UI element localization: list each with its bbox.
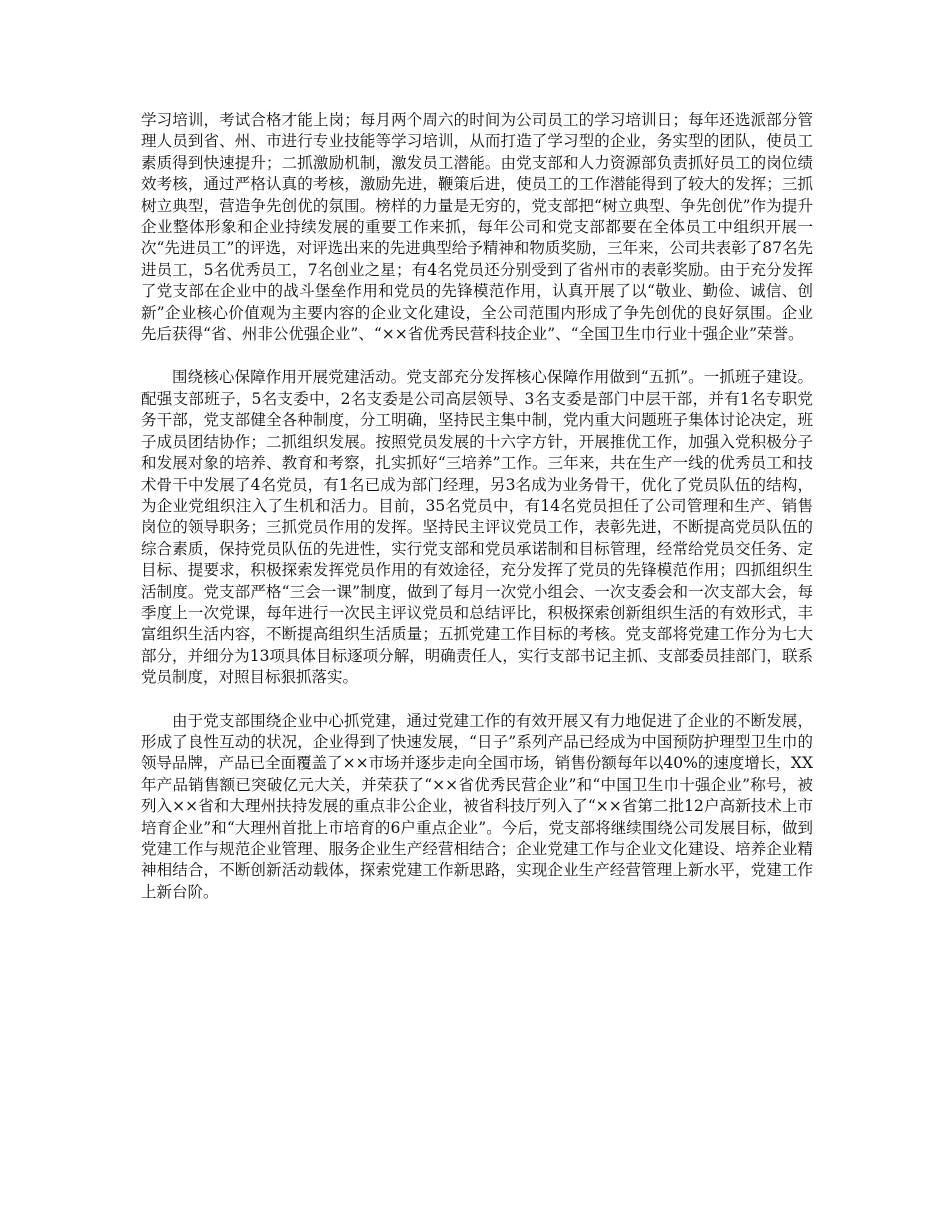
paragraph-development-results: 由于党支部围绕企业中心抓党建，通过党建工作的有效开展又有力地促进了企业的不断发展，形成了良性互动的状况，企业得到了快速发展，“日子”系列产品已经成为中国预防护理型卫生巾的领导品牌，产品已全面覆盖了××市场并逐步走向全国市场，销售份额每年以40%的速度增长，XX年产品销售额已突破亿元大关，并荣获了“××省优秀民营企业”和“中国卫生巾十强企业”称号，被列入××省和大理州扶持发展的重点非公企业，被省科技厅列入了“××省第二批12户高新技术上市培育企业”和“大理州首批上市培育的6户重点企业”。今后，党支部将继续围绕公司发展目标，做到党建工作与规范企业管理、服务企业生产经营相结合；企业党建工作与企业文化建设、培养企业精神相结合，不断创新活动载体，探索党建工作新思路，实现企业生产经营管理上新水平，党建工作上新台阶。 [141, 711, 813, 901]
paragraph-training-and-incentives: 学习培训，考试合格才能上岗；每月两个周六的时间为公司员工的学习培训日；每年还选派部分管理人员到省、州、市进行专业技能等学习培训，从而打造了学习型的企业，务实型的团队，使员工素质得到快速提升；二抓激励机制，激发员工潜能。由党支部和人力资源部负责抓好员工的岗位绩效考核，通过严格认真的考核，激励先进，鞭策后进，使员工的工作潜能得到了较大的发挥；三抓树立典型，营造争先创优的氛围。榜样的力量是无穷的，党支部把“树立典型、争先创优”作为提升企业整体形象和企业持续发展的重要工作来抓，每年公司和党支部都要在全体员工中组织开展一次“先进员工”的评选，对评选出来的先进典型给予精神和物质奖励，三年来，公司共表彰了87名先进员工，5名优秀员工，7名创业之星；有4名党员还分别受到了省州市的表彰奖励。由于充分发挥了党支部在企业中的战斗堡垒作用和党员的先锋模范作用，认真开展了以“敬业、勤俭、诚信、创新”企业核心价值观为主要内容的企业文化建设，全公司范围内形成了争先创优的良好氛围。企业先后获得“省、州非公优强企业”、“××省优秀民营科技企业”、“全国卫生巾行业十强企业”荣誉。 [141, 111, 813, 344]
paragraph-five-measures: 围绕核心保障作用开展党建活动。党支部充分发挥核心保障作用做到“五抓”。一抓班子建设。配强支部班子，5名支委中，2名支委是公司高层领导、3名支委是部门中层干部，并有1名专职党务干部，党支部健全各种制度，分工明确，坚持民主集中制，党内重大问题班子集体讨论决定，班子成员团结协作；二抓组织发展。按照党员发展的十六字方针，开展推优工作，加强入党积极分子和发展对象的培养、教育和考察，扎实抓好“三培养”工作。三年来，共在生产一线的优秀员工和技术骨干中发展了4名党员，有1名已成为部门经理，另3名成为业务骨干，优化了党员队伍的结构，为企业党组织注入了生机和活力。目前，35名党员中，有14名党员担任了公司管理和生产、销售岗位的领导职务；三抓党员作用的发挥。坚持民主评议党员工作，表彰先进，不断提高党员队伍的综合素质，保持党员队伍的先进性，实行党支部和党员承诺制和目标管理，经常给党员交任务、定目标、提要求，积极探索发挥党员作用的有效途径，充分发挥了党员的先锋模范作用；四抓组织生活制度。党支部严格“三会一课”制度，做到了每月一次党小组会、一次支委会和一次支部大会，每季度上一次党课，每年进行一次民主评议党员和总结评比，积极探索创新组织生活的有效形式，丰富组织生活内容，不断提高组织生活质量；五抓党建工作目标的考核。党支部将党建工作分为七大部分，并细分为13项具体目标逐项分解，明确责任人，实行支部书记主抓、支部委员挂部门，联系党员制度，对照目标狠抓落实。 [141, 368, 813, 687]
document-page [141, 110, 813, 903]
